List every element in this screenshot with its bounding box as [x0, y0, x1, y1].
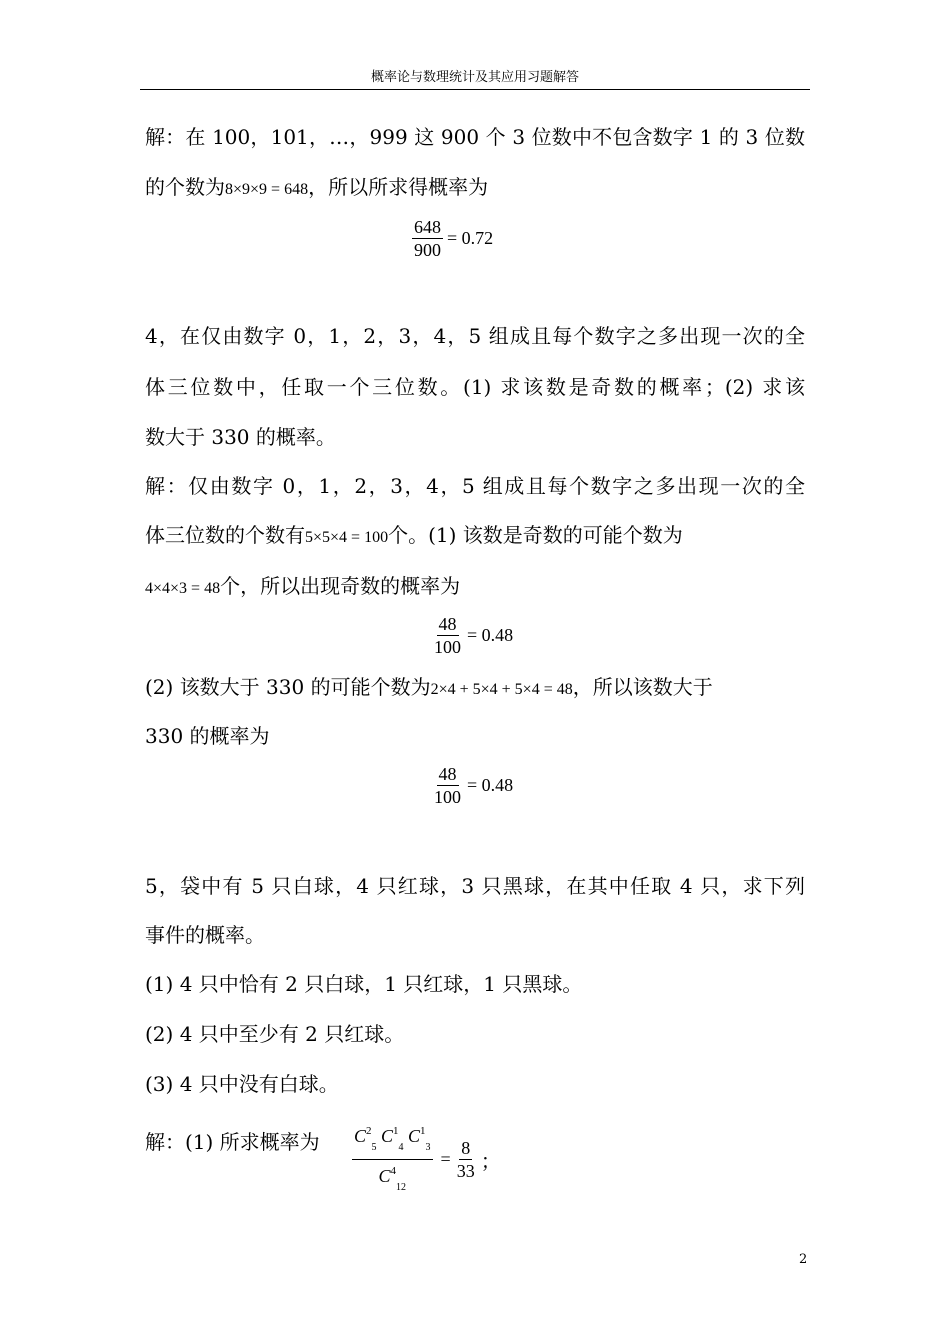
combination-12-4: $C^4_{12}$: [378, 1165, 407, 1193]
denominator: [377, 1160, 409, 1199]
math-expression: 8×9×9 = 648: [225, 181, 309, 198]
question-5-item-2: (2) 4 只中至少有 2 只红球。: [145, 1022, 405, 1046]
answer-4-line-3: [145, 574, 460, 601]
math-expression: 4×4×3 = 48: [145, 580, 221, 597]
question-5-line-2: 事件的概率。: [145, 923, 265, 947]
text: (2) 该数大于 330 的可能个数为: [145, 675, 431, 699]
page-header: 概率论与数理统计及其应用习题解答: [140, 70, 810, 90]
equals-sign: =: [440, 1149, 451, 1169]
denominator: 900: [414, 240, 441, 260]
numerator: 48: [438, 764, 457, 784]
question-4-line-1: 4，在仅由数字 0，1，2，3，4，5 组成且每个数字之多出现一次的全: [145, 324, 805, 348]
numerator: 648: [414, 217, 441, 237]
answer-4-line-2: [145, 523, 805, 550]
math-expression: 2×4 + 5×4 + 5×4 = 48: [430, 681, 573, 698]
combination-3-1: $C^1_3$: [408, 1125, 431, 1153]
text: 体三位数的个数有: [145, 523, 305, 547]
answer-3-line-1: 解：在 100，101，…，999 这 900 个 3 位数中不包含数字 1 的 3 位数: [145, 125, 805, 149]
result: = 0.72: [447, 228, 494, 248]
text: ，所以该数大于: [572, 675, 713, 699]
question-4-line-3: 数大于 330 的概率。: [145, 425, 336, 449]
fraction-48-100-b: [432, 763, 513, 808]
answer-3-line-2: [145, 175, 488, 202]
answer-4-line-4: [145, 675, 713, 702]
denominator: 100: [434, 787, 461, 807]
text: 个。(1) 该数是奇数的可能个数为: [388, 523, 683, 547]
result: = 0.48: [467, 775, 514, 795]
question-5-line-1: 5，袋中有 5 只白球，4 只红球，3 只黑球，在其中任取 4 只，求下列: [145, 874, 805, 898]
numerator: 48: [438, 614, 457, 634]
question-4-line-2: 体三位数中，任取一个三位数。(1) 求该数是奇数的概率；(2) 求该: [145, 375, 805, 399]
result-denominator: 33: [456, 1161, 475, 1181]
combination-4-1: $C^1_4$: [381, 1125, 404, 1153]
fraction-648-900: [412, 216, 493, 261]
fraction-combinations: [352, 1120, 501, 1199]
question-5-item-1: (1) 4 只中恰有 2 只白球，1 只红球，1 只黑球。: [145, 972, 583, 996]
result: = 0.48: [467, 625, 514, 645]
answer-5-prefix: 解：(1) 所求概率为: [145, 1130, 320, 1154]
answer-4-line-1: 解：仅由数字 0，1，2，3，4，5 组成且每个数字之多出现一次的全: [145, 474, 805, 498]
combination-5-2: $C^2_5$: [354, 1125, 377, 1153]
math-expression: 5×5×4 = 100: [305, 529, 389, 546]
denominator: 100: [434, 637, 461, 657]
fraction-48-100-a: [432, 613, 513, 658]
text: ，所以所求得概率为: [308, 175, 489, 199]
text: 的个数为: [145, 175, 225, 199]
text: 个，所以出现奇数的概率为: [220, 574, 461, 598]
page-number: 2: [799, 1252, 808, 1267]
answer-4-line-5: 330 的概率为: [145, 724, 270, 748]
numerator: [352, 1120, 433, 1160]
semicolon: ；: [480, 1151, 501, 1173]
question-5-item-3: (3) 4 只中没有白球。: [145, 1072, 339, 1096]
result-numerator: 8: [461, 1138, 471, 1158]
